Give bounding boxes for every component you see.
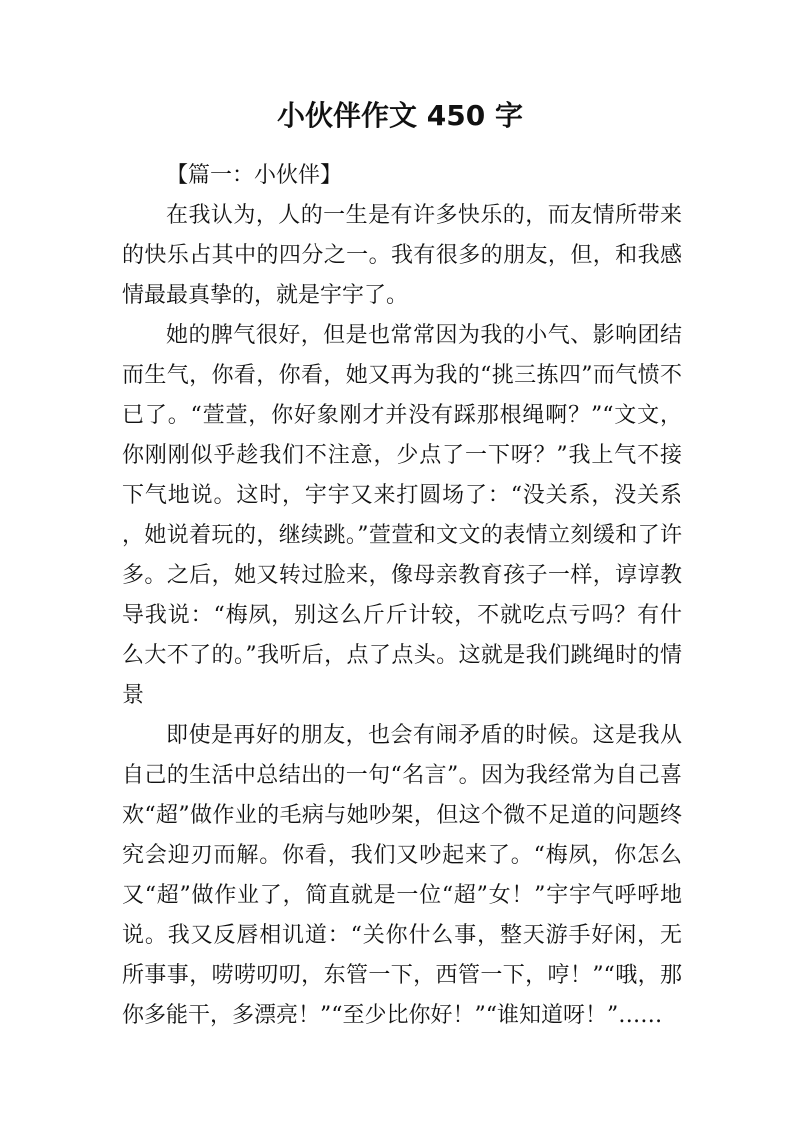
paragraph-3: 即使是再好的朋友，也会有闹矛盾的时候。这是我从自己的生活中总结出的一句“名言”。因为我经常为自己喜欢“超”做作业的毛病与她吵架，但这个微不足道的问题终究会迎刃而解。你看，我们又吵起来了。“梅夙，你怎么又“超”做作业了，简直就是一位“超”女！”宇宇气呼呼地说。我又反唇相讥道：“关你什么事，整天游手好闲，无所事事，唠唠叨叨，东管一下，西管一下，哼！”“哦，那你多能干，多漂亮！”“至少比你好！”“谁知道呀！”…… (122, 723, 682, 1028)
document-body (122, 156, 682, 1036)
section-heading: 【篇一：小伙伴】 (166, 163, 343, 188)
paragraph-2: 她的脾气很好，但是也常常因为我的小气、影响团结而生气，你看，你看，她又再为我的“挑三拣四”而气愤不已了。“萱萱，你好象刚才并没有踩那根绳啊？”“文文，你刚刚似乎趁我们不注意，少点了一下呀？”我上气不接下气地说。这时，宇宇又来打圆场了：“没关系，没关系，她说着玩的，继续跳。”萱萱和文文的表情立刻缓和了许多。之后，她又转过脸来，像母亲教育孩子一样，谆谆教导我说：“梅夙，别这么斤斤计较，不就吃点亏吗？有什么大不了的。”我听后，点了点头。这就是我们跳绳时的情景 (122, 323, 682, 708)
paragraph-1: 在我认为，人的一生是有许多快乐的，而友情所带来的快乐占其中的四分之一。我有很多的朋友，但，和我感情最最真挚的，就是宇宇了。 (122, 203, 682, 308)
document-title: 小伙伴作文 450 字 (277, 99, 523, 132)
